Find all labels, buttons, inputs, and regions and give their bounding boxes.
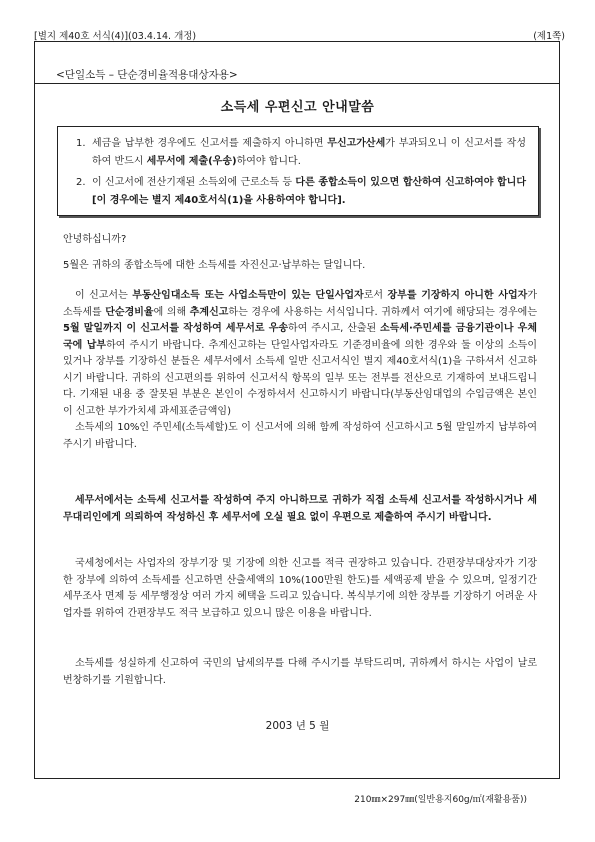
paragraph-text: 하여 주시고, 산출된 bbox=[288, 323, 381, 334]
intro-paragraph: 5월은 귀하의 종합소득에 대한 소득세를 자진신고·납부하는 달입니다. bbox=[63, 260, 366, 271]
page-title: 소득세 우편신고 안내말씀 bbox=[220, 100, 375, 115]
notice-box bbox=[57, 126, 539, 216]
notice-number: 2. bbox=[76, 177, 86, 188]
paper-spec: 210㎜×297㎜(일반용지60g/㎡(재활용품)) bbox=[354, 795, 527, 805]
paragraph-emphasis: 소득세·주민세를 금융기관이나 우체국에 납부 bbox=[63, 323, 538, 351]
notice-item-2 bbox=[76, 174, 526, 210]
notice-text: 가 부과되오니 이 신고서를 작성하여 반드시 bbox=[92, 138, 527, 167]
notice-text: 세금을 납부한 경우에도 신고서를 제출하지 아니하면 bbox=[92, 138, 328, 149]
paragraph-emphasis: 5월 말일까지 이 신고서를 작성하여 세무서로 우송 bbox=[63, 323, 289, 334]
tax-office-paragraph: 세무서에서는 소득세 신고서를 작성하여 주지 아니하므로 귀하가 직접 소득세 신고서를 작성하시거나 세무대리인에게 의뢰하여 작성하신 후 세무서에 오실 필요 없이 우편으로 제출하여 주시기 바랍니다. bbox=[63, 495, 537, 523]
paragraph-text: 로서 bbox=[363, 290, 388, 301]
paragraph-emphasis: 부동산임대소득 또는 사업소득만이 있는 단일사업자 bbox=[132, 290, 364, 301]
divider bbox=[34, 83, 560, 84]
nts-paragraph: 국세청에서는 사업자의 장부기장 및 기장에 의한 신고를 적극 권장하고 있습니다. 간편장부대상자가 기장한 장부에 의하여 소득세를 신고하면 산출세액의 10%(100만원 한도)를 세액공제 받을 수 있으며, 일정기간 세무조사 면제 등 세무행정상 여러 가지 혜택을 드리고 있습니다. 복식부기에 의한 장부를 기장하기 어려운 사업자를 위하여 간편장부도 적극 보급하고 있으니 많은 이용을 바랍니다. bbox=[63, 558, 537, 619]
paragraph-text: 하여 주시기 바랍니다. 추계신고하는 단일사업자라도 기준경비율에 의한 경우와 둘 이상의 소득이 있거나 장부를 기장하신 분들은 세무서에서 소득세 일반 신고서식인 별지 제40호서식(1)을 구하셔서 신고하시기 바랍니다. 귀하의 신고편의를 위하여 신고서식 항목의 일부 또는 전부를 전산으로 기재하여 보내드립니다. 기재된 내용 중 잘못된 부분은 본인이 수정하셔서 신고하시기 바랍니다(부동산임대업의 수입금액은 본인이 신고한 부가가치세 과세표준금액임) bbox=[63, 339, 537, 417]
page-number: (제1쪽) bbox=[533, 31, 565, 42]
closing-paragraph: 소득세를 성실하게 신고하여 국민의 납세의무를 다해 주시기를 부탁드리며, 귀하께서 하시는 사업이 날로 번창하기를 기원합니다. bbox=[63, 658, 537, 686]
notice-number: 1. bbox=[76, 138, 86, 149]
form-reference: [별지 제40호 서식(4)](03.4.14. 개정) bbox=[34, 31, 197, 42]
main-paragraph bbox=[63, 288, 537, 420]
paragraph-text: 가 소득세를 bbox=[63, 290, 537, 318]
paragraph-emphasis: 추계신고 bbox=[189, 306, 229, 318]
paragraph-emphasis: 단순경비율 bbox=[105, 306, 154, 318]
form-category: <단일소득 – 단순경비율적용대상자용> bbox=[56, 69, 238, 81]
notice-text: 이 신고서에 전산기재된 소득외에 근로소득 등 bbox=[92, 177, 296, 188]
notice-text: 하여야 합니다. bbox=[236, 156, 301, 167]
notice-emphasis: 무신고가산세 bbox=[327, 138, 386, 149]
notice-emphasis: 다른 종합소득이 있으면 합산하여 신고하여야 합니다[이 경우에는 별지 제40호서식(1)을 사용하여야 합니다]. bbox=[92, 177, 526, 206]
notice-item-1 bbox=[76, 135, 526, 171]
paragraph-emphasis: 장부를 기장하지 아니한 사업자 bbox=[387, 290, 528, 301]
greeting: 안녕하십니까? bbox=[63, 234, 127, 245]
document-date: 2003 년 5 월 bbox=[265, 720, 330, 732]
paragraph-text: 에 의해 bbox=[153, 306, 190, 318]
resident-tax-paragraph: 소득세의 10%인 주민세(소득세할)도 이 신고서에 의해 함께 작성하여 신고하시고 5월 말일까지 납부하여 주시기 바랍니다. bbox=[63, 422, 537, 450]
paragraph-text: 이 신고서는 bbox=[75, 290, 133, 301]
notice-emphasis: 세무서에 제출(우송) bbox=[146, 156, 237, 167]
paragraph-text: 하는 경우에 사용하는 서식입니다. 귀하께서 여기에 해당되는 경우에는 bbox=[228, 306, 537, 318]
